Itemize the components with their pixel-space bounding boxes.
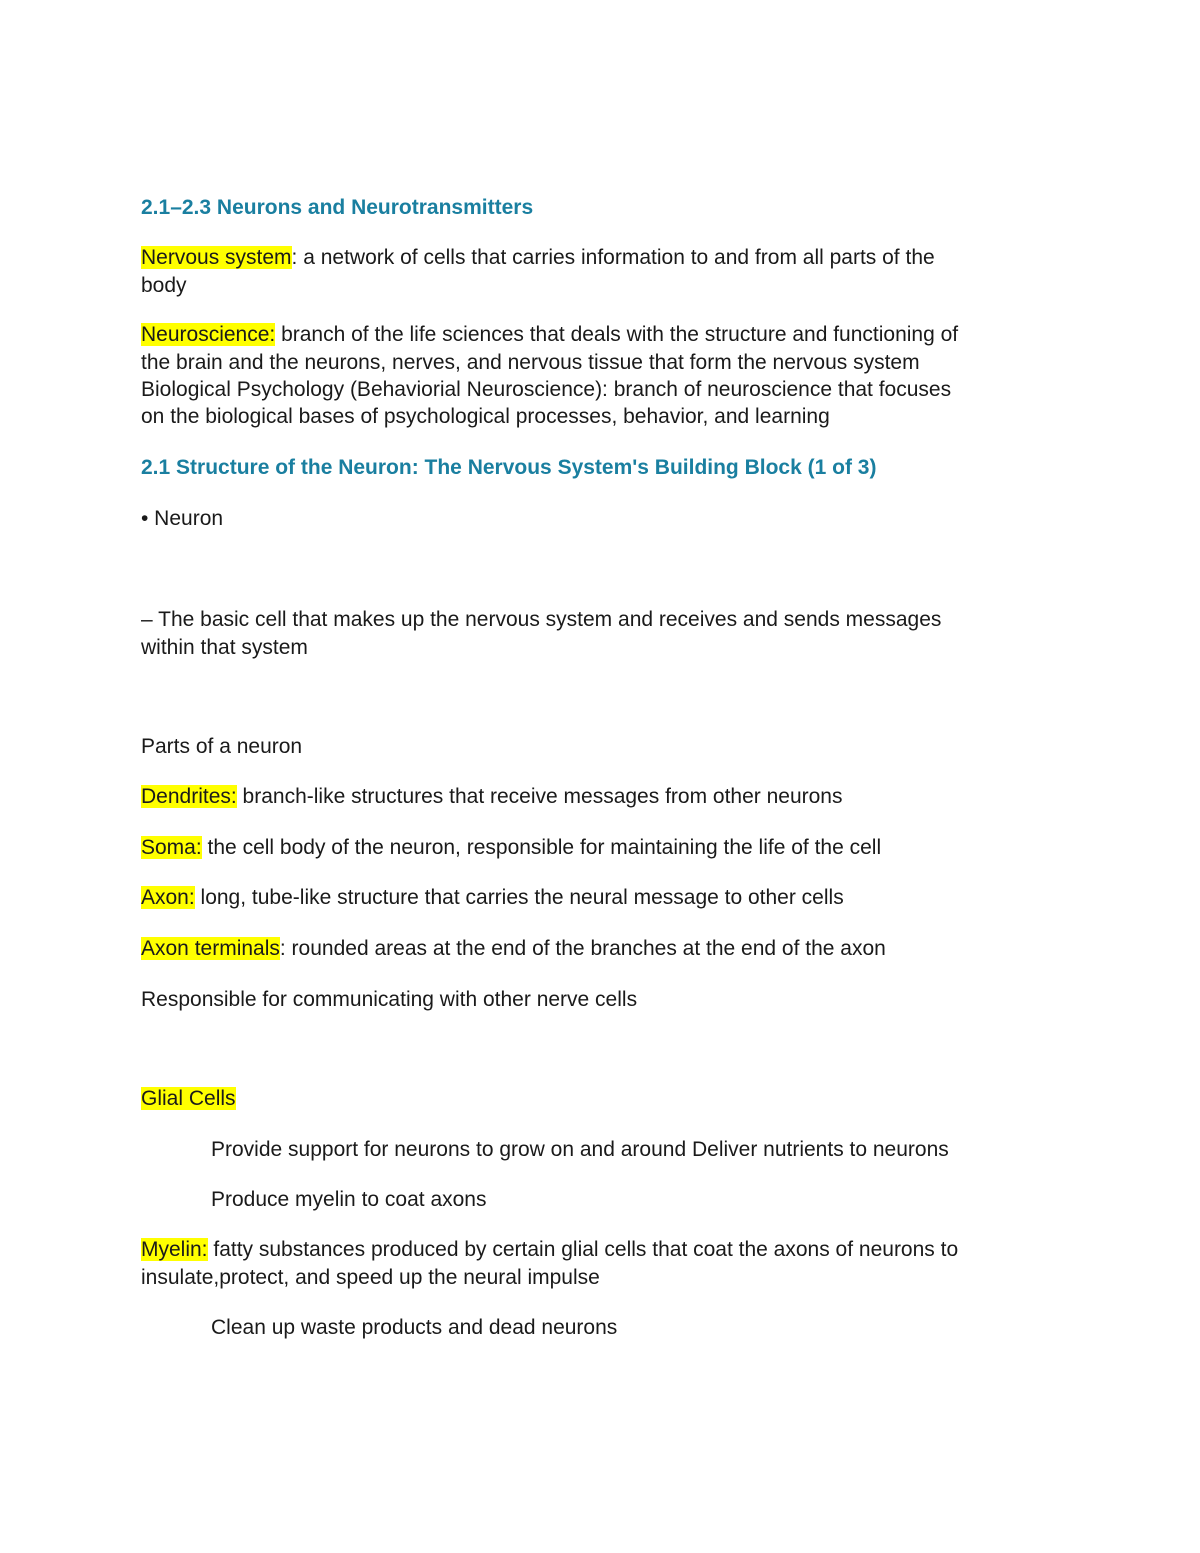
term-highlight: Soma: [141,836,202,859]
glial-item: Produce myelin to coat axons [211,1188,487,1211]
definition-text: long, tube-like structure that carries the neural message to other cells [194,886,844,909]
axon-terminals-definition [141,935,886,963]
definition-text: branch of the life sciences that deals with the structure and functioning of [275,323,959,346]
definition-continuation: the brain and the neurons, nerves, and nervous tissue that form the nervous system [141,351,920,374]
definition-continuation: on the biological bases of psychological processes, behavior, and learning [141,405,830,428]
bullet-item: • Neuron [141,507,224,530]
section-heading: 2.1 Structure of the Neuron: The Nervous System's Building Block (1 of 3) [141,456,877,479]
definition-continuation: body [141,274,187,297]
soma-definition [141,834,881,862]
parts-heading: Parts of a neuron [141,735,303,758]
axon-definition [141,884,844,912]
definition-continuation: insulate,protect, and speed up the neural impulse [141,1266,600,1289]
term-highlight: Myelin: [141,1238,208,1261]
definition-text: : rounded areas at the end of the branches at the end of the axon [279,937,886,960]
term-highlight: Nervous system [141,246,292,269]
nervous-system-definition [141,244,935,272]
term-highlight: Glial Cells [141,1087,236,1110]
definition-text: : a network of cells that carries information to and from all parts of the [291,246,935,269]
myelin-definition [141,1236,958,1264]
definition-text: fatty substances produced by certain glial cells that coat the axons of neurons to [207,1238,959,1261]
glial-item: Clean up waste products and dead neurons [211,1316,618,1339]
glial-cells-heading [141,1085,236,1113]
responsible-line: Responsible for communicating with other nerve cells [141,988,638,1011]
dendrites-definition [141,783,843,811]
definition-text: branch-like structures that receive messages from other neurons [236,785,843,808]
biological-psychology-line: Biological Psychology (Behaviorial Neuroscience): branch of neuroscience that focuses [141,378,952,401]
term-highlight: Dendrites: [141,785,237,808]
section-heading: 2.1–2.3 Neurons and Neurotransmitters [141,196,534,219]
definition-text: the cell body of the neuron, responsible for maintaining the life of the cell [201,836,882,859]
term-highlight: Neuroscience: [141,323,276,346]
neuron-definition: – The basic cell that makes up the nervous system and receives and sends messages [141,608,942,631]
glial-item: Provide support for neurons to grow on and around Deliver nutrients to neurons [211,1138,949,1161]
neuroscience-definition [141,321,958,349]
term-highlight: Axon: [141,886,195,909]
term-highlight: Axon terminals [141,937,280,960]
definition-continuation: within that system [141,636,308,659]
